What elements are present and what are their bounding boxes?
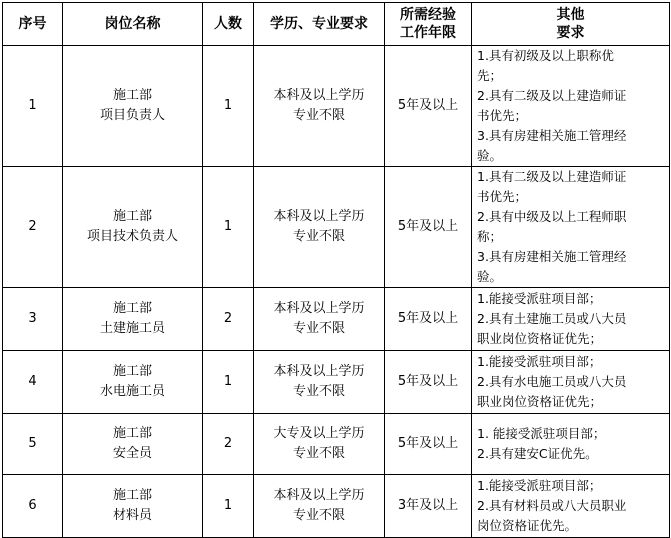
cell-position	[63, 351, 203, 414]
cell-count: 1	[203, 475, 254, 538]
cell-education	[254, 167, 385, 288]
cell-education	[254, 46, 385, 167]
cell-experience: 3年及以上	[385, 475, 472, 538]
education-degree: 本科及以上学历	[273, 209, 365, 224]
requirement-line: 1.能接受派驻项目部；	[477, 478, 602, 493]
requirement-line: 2.具有中级及以上工程师职	[477, 209, 627, 224]
cell-education	[254, 475, 385, 538]
cell-count: 1	[203, 351, 254, 414]
requirement-line: 岗位资格证优先。	[477, 518, 578, 533]
requirement-line: 先；	[477, 68, 503, 83]
table-row	[3, 475, 670, 538]
cell-count: 1	[203, 46, 254, 167]
cell-position	[63, 414, 203, 475]
requirement-line: 职业岗位资格证优先；	[477, 331, 603, 346]
requirement-line: 3.具有房建相关施工管理经	[477, 249, 627, 264]
cell-position	[63, 46, 203, 167]
cell-experience: 5年及以上	[385, 414, 472, 475]
requirement-line: 2.具有建安C证优先。	[477, 446, 598, 461]
header-experience-line1: 所需经验	[400, 7, 456, 23]
header-experience-line2: 工作年限	[400, 25, 456, 41]
position-title: 土建施工员	[99, 321, 165, 336]
table-row	[3, 351, 670, 414]
recruitment-table	[2, 2, 670, 538]
cell-requirements	[472, 351, 670, 414]
cell-no: 2	[3, 167, 63, 288]
position-dept: 施工部	[112, 301, 152, 316]
requirement-line: 称；	[477, 229, 503, 244]
position-dept: 施工部	[112, 209, 152, 224]
cell-requirements	[472, 475, 670, 538]
table-row	[3, 167, 670, 288]
cell-no: 6	[3, 475, 63, 538]
requirement-line: 验。	[477, 269, 503, 284]
cell-education	[254, 288, 385, 351]
position-dept: 施工部	[112, 488, 152, 503]
cell-education	[254, 351, 385, 414]
education-degree: 大专及以上学历	[273, 426, 365, 441]
education-major: 专业不限	[292, 508, 345, 523]
education-major: 专业不限	[292, 229, 345, 244]
cell-count: 2	[203, 414, 254, 475]
position-title: 材料员	[112, 508, 152, 523]
requirement-line: 1.能接受派驻项目部；	[477, 354, 602, 369]
requirement-line: 1.具有初级及以上职称优	[477, 48, 614, 63]
cell-requirements	[472, 167, 670, 288]
header-no: 序号	[3, 3, 63, 46]
cell-experience: 5年及以上	[385, 167, 472, 288]
education-degree: 本科及以上学历	[273, 301, 365, 316]
cell-education	[254, 414, 385, 475]
position-dept: 施工部	[112, 364, 152, 379]
requirement-line: 书优先；	[477, 189, 528, 204]
cell-experience: 5年及以上	[385, 288, 472, 351]
cell-position	[63, 167, 203, 288]
header-other-line1: 其他	[556, 7, 585, 23]
education-degree: 本科及以上学历	[273, 364, 365, 379]
cell-count: 2	[203, 288, 254, 351]
education-degree: 本科及以上学历	[273, 88, 365, 103]
cell-requirements	[472, 46, 670, 167]
requirement-line: 3.具有房建相关施工管理经	[477, 128, 627, 143]
cell-no: 4	[3, 351, 63, 414]
cell-experience: 5年及以上	[385, 46, 472, 167]
requirement-line: 职业岗位资格证优先；	[477, 394, 603, 409]
requirement-line: 2.具有材料员或八大员职业	[477, 498, 627, 513]
position-title: 项目技术负责人	[86, 229, 178, 244]
education-major: 专业不限	[292, 108, 345, 123]
cell-no: 5	[3, 414, 63, 475]
cell-count: 1	[203, 167, 254, 288]
table-row	[3, 414, 670, 475]
table-row	[3, 288, 670, 351]
cell-no: 1	[3, 46, 63, 167]
header-position: 岗位名称	[63, 3, 203, 46]
header-education: 学历、专业要求	[254, 3, 385, 46]
cell-position	[63, 475, 203, 538]
requirement-line: 书优先；	[477, 108, 528, 123]
header-other	[472, 3, 670, 46]
requirement-line: 2.具有土建施工员或八大员	[477, 311, 627, 326]
cell-position	[63, 288, 203, 351]
cell-experience: 5年及以上	[385, 351, 472, 414]
header-row	[3, 3, 670, 46]
education-degree: 本科及以上学历	[273, 488, 365, 503]
position-title: 水电施工员	[99, 384, 165, 399]
education-major: 专业不限	[292, 446, 345, 461]
header-other-line2: 要求	[556, 25, 585, 41]
requirement-line: 2.具有水电施工员或八大员	[477, 374, 627, 389]
cell-requirements	[472, 414, 670, 475]
table-row	[3, 46, 670, 167]
position-title: 项目负责人	[99, 108, 165, 123]
header-count: 人数	[203, 3, 254, 46]
requirement-line: 2.具有二级及以上建造师证	[477, 88, 627, 103]
requirement-line: 1.具有二级及以上建造师证	[477, 169, 627, 184]
position-dept: 施工部	[112, 426, 152, 441]
education-major: 专业不限	[292, 384, 345, 399]
header-experience	[385, 3, 472, 46]
requirement-line: 1. 能接受派驻项目部；	[477, 426, 606, 441]
requirement-line: 验。	[477, 148, 503, 163]
position-title: 安全员	[112, 446, 152, 461]
position-dept: 施工部	[112, 88, 152, 103]
education-major: 专业不限	[292, 321, 345, 336]
cell-no: 3	[3, 288, 63, 351]
requirement-line: 1.能接受派驻项目部；	[477, 291, 602, 306]
cell-requirements	[472, 288, 670, 351]
